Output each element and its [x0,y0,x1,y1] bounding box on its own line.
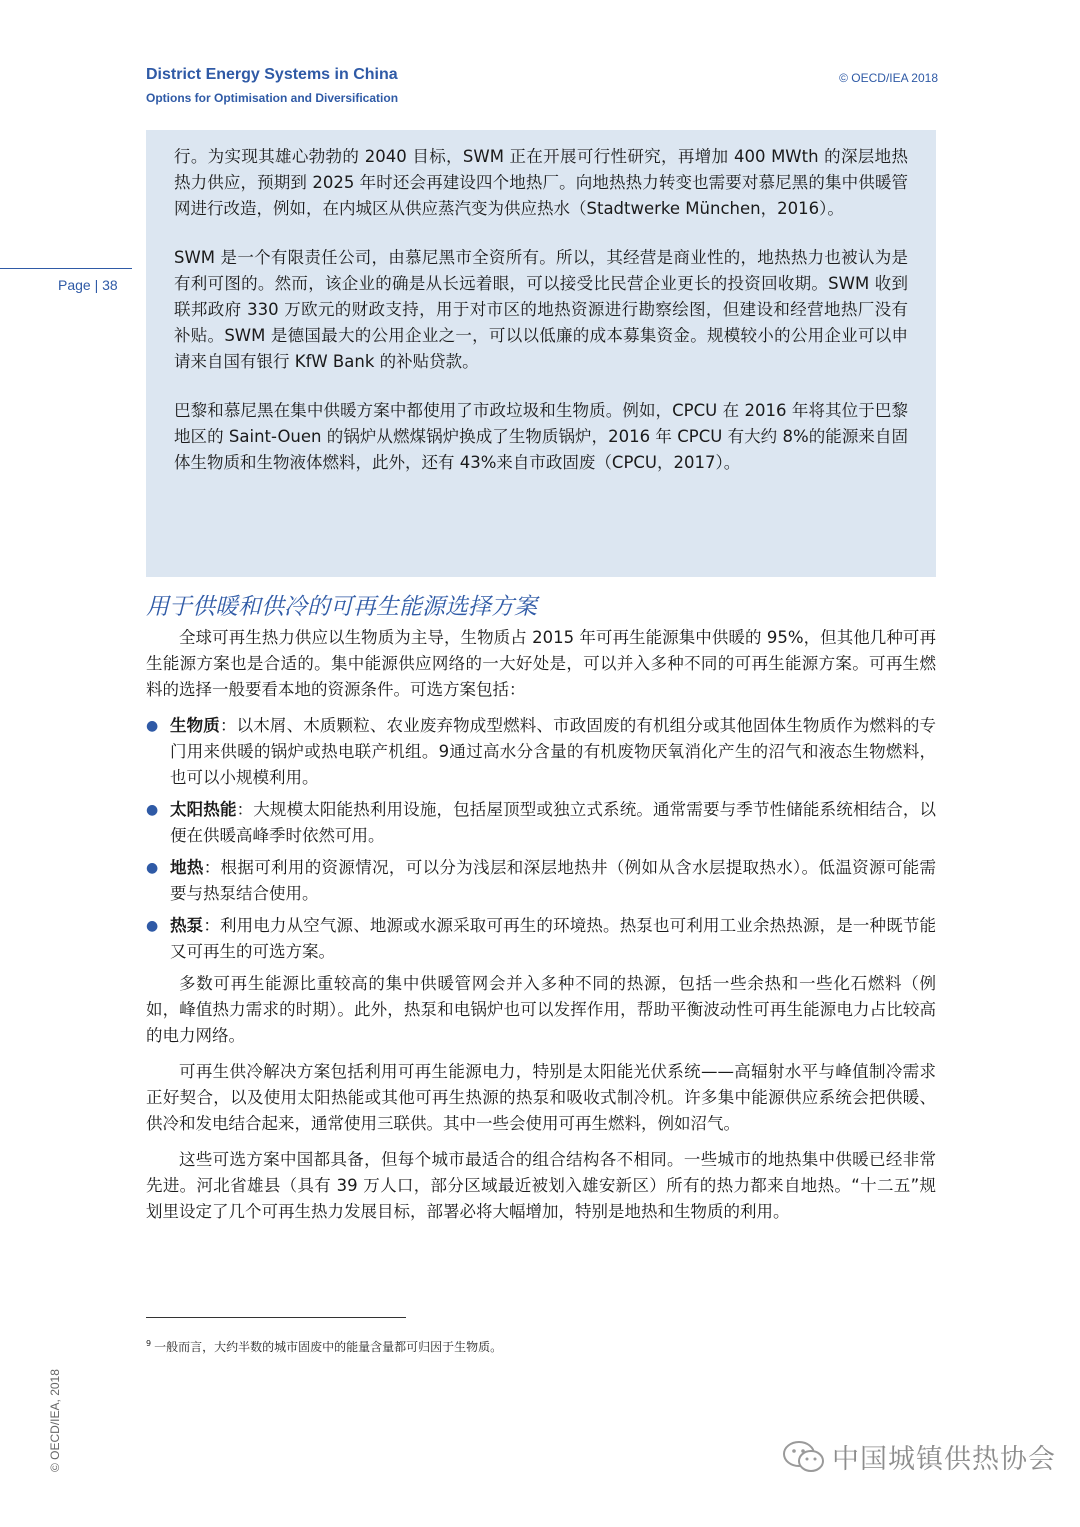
page-number: Page | 38 [58,277,118,293]
wechat-icon [782,1440,826,1474]
header-copyright: © OECD/IEA 2018 [839,71,938,85]
options-list [146,713,936,965]
list-item-term: 地热 [170,858,204,877]
box-paragraph: 行。为实现其雄心勃勃的 2040 目标，SWM 正在开展可行性研究，再增加 400 MWth 的深层地热热力供应，预期到 2025 年时还会再建设四个地热厂。向地热热力转变也需要对慕尼黑的集中供暖管网进行改造，例如，在内城区从供应蒸汽变为供应热水（Stadtwerke München，2016）。 [174,147,908,218]
list-item-text: ：根据可利用的资源情况，可以分为浅层和深层地热井（例如从含水层提取热水）。低温资源可能需要与热泵结合使用。 [170,858,937,903]
list-item-text: ：以木屑、木质颗粒、农业废弃物成型燃料、市政固废的有机组分或其他固体生物质作为燃料的专门用来供暖的锅炉或热电联产机组。9通过高水分含量的有机废物厌氧消化产生的沼气和液态生物燃料，也可以小规模利用。 [170,716,937,787]
bullet-icon: ● [146,802,159,818]
body-paragraph: 多数可再生能源比重较高的集中供暖管网会并入多种不同的热源，包括一些余热和一些化石燃料（例如，峰值热力需求的时期）。此外，热泵和电锅炉也可以发挥作用，帮助平衡波动性可再生能源电力占比较高的电力网络。 [146,974,936,1045]
footnote [146,1338,502,1355]
header-subtitle: Options for Optimisation and Diversification [146,91,399,105]
main-content [146,625,936,1235]
header-title: District Energy Systems in China [146,66,398,83]
bullet-icon: ● [146,860,159,876]
case-study-box [146,130,936,577]
list-item [146,913,936,965]
list-item [146,855,936,907]
page-rule [0,268,132,269]
list-item [146,713,936,791]
bullet-icon: ● [146,718,159,734]
footnote-rule [146,1317,406,1318]
watermark [782,1437,1056,1476]
body-paragraph: 可再生供冷解决方案包括利用可再生能源电力，特别是太阳能光伏系统——高辐射水平与峰值制冷需求正好契合，以及使用太阳热能或其他可再生热源的热泵和吸收式制冷机。许多集中能源供应系统会把供暖、供冷和发电结合起来，通常使用三联供。其中一些会使用可再生燃料，例如沼气。 [146,1062,936,1133]
list-item [146,797,936,849]
bullet-icon: ● [146,918,159,934]
intro-paragraph: 全球可再生热力供应以生物质为主导，生物质占 2015 年可再生能源集中供暖的 95%，但其他几种可再生能源方案也是合适的。集中能源供应网络的一大好处是，可以并入多种不同的可再生能源方案。可再生燃料的选择一般要看本地的资源条件。可选方案包括： [146,628,936,699]
list-item-text: ：大规模太阳能热利用设施，包括屋顶型或独立式系统。通常需要与季节性储能系统相结合，以便在供暖高峰季时依然可用。 [170,800,937,845]
list-item-term: 太阳热能 [170,800,237,819]
side-copyright: © OECD/IEA, 2018 [48,1369,62,1472]
section-heading: 用于供暖和供冷的可再生能源选择方案 [146,594,537,620]
body-paragraph: 这些可选方案中国都具备，但每个城市最适合的组合结构各不相同。一些城市的地热集中供暖已经非常先进。河北省雄县（具有 39 万人口，部分区域最近被划入雄安新区）所有的热力都来自地热。“十二五”规划里设定了几个可再生热力发展目标，部署必将大幅增加，特别是地热和生物质的利用。 [146,1150,936,1221]
box-paragraph: SWM 是一个有限责任公司，由慕尼黑市全资所有。所以，其经营是商业性的，地热热力也被认为是有利可图的。然而，该企业的确是从长远着眼，可以接受比民营企业更长的投资回收期。SWM 收到联邦政府 330 万欧元的财政支持，用于对市区的地热资源进行勘察绘图，但建设和经营地热厂没有补贴。SWM 是德国最大的公用企业之一，可以以低廉的成本募集资金。规模较小的公用企业可以申请来自国有银行 KfW Bank 的补贴贷款。 [174,248,908,371]
watermark-text: 中国城镇供热协会 [832,1444,1056,1475]
list-item-text: ：利用电力从空气源、地源或水源采取可再生的环境热。热泵也可利用工业余热热源，是一种既节能又可再生的可选方案。 [170,916,937,961]
footnote-text: 一般而言，大约半数的城市固废中的能量含量都可归因于生物质。 [154,1340,503,1354]
list-item-term: 热泵 [170,916,204,935]
list-item-term: 生物质 [170,716,220,735]
footnote-number: 9 [146,1339,152,1348]
box-paragraph: 巴黎和慕尼黑在集中供暖方案中都使用了市政垃圾和生物质。例如，CPCU 在 2016 年将其位于巴黎地区的 Saint-Ouen 的锅炉从燃煤锅炉换成了生物质锅炉，2016 年 CPCU 有大约 8%的能源来自固体生物质和生物液体燃料，此外，还有 43%来自市政固废（CPCU，2017）。 [174,401,908,472]
